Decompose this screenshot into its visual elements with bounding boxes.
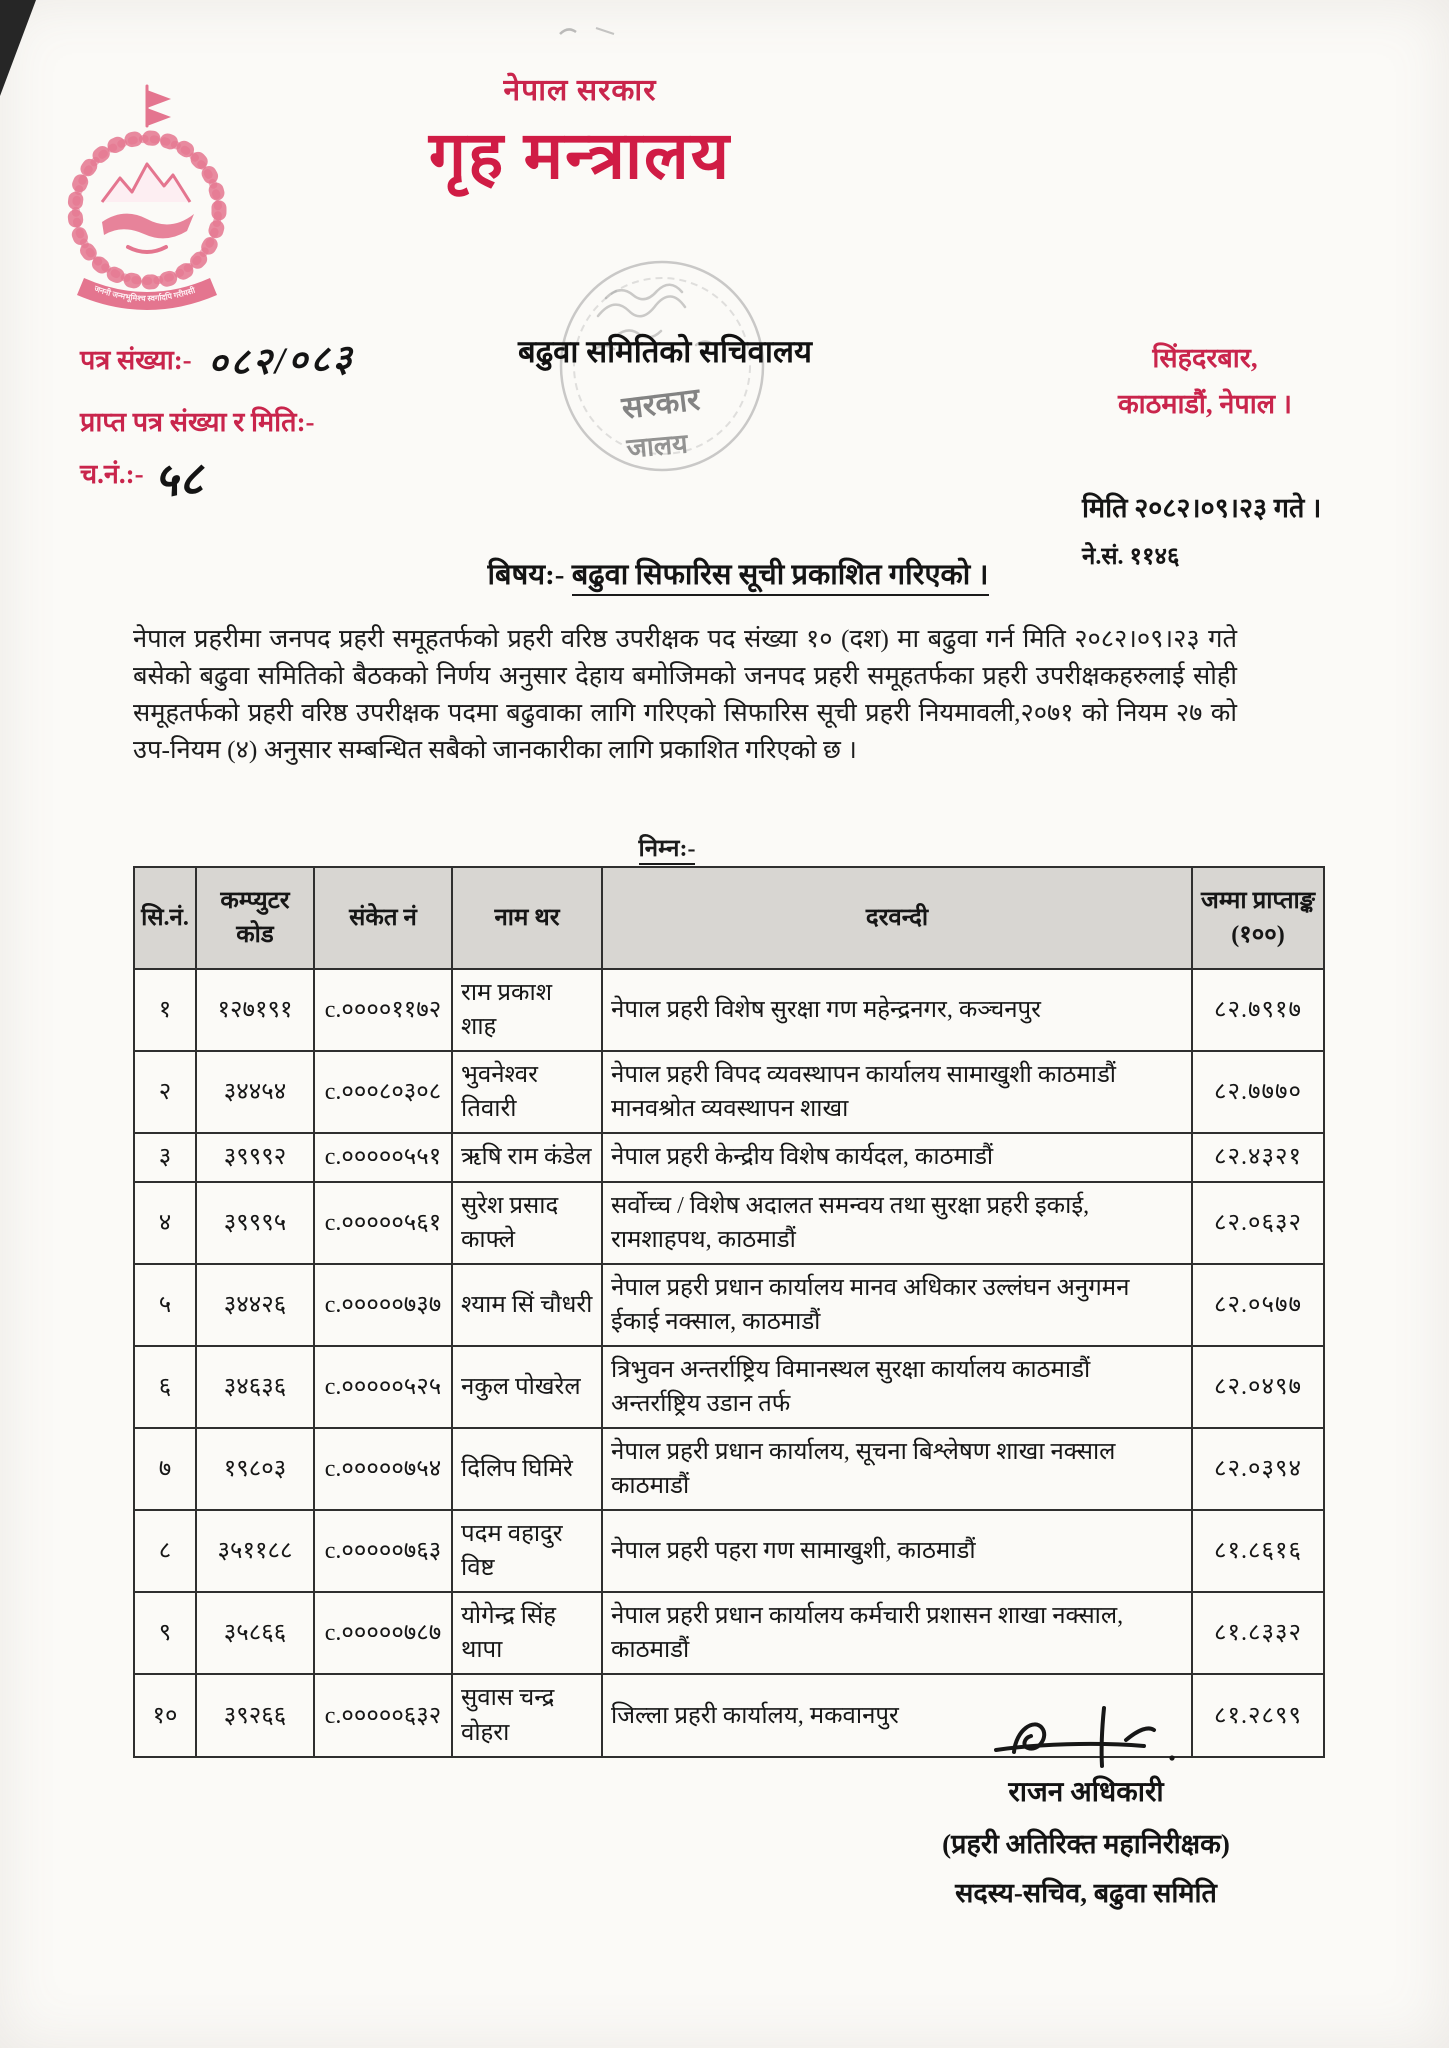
table-header-row (134, 867, 1324, 969)
cell-name: पदम वहादुर विष्ट (452, 1510, 602, 1592)
cell-score: ८२.७७७० (1192, 1051, 1324, 1133)
cell-computer_code: १२७१९१ (196, 969, 314, 1051)
cell-score: ८२.४३२१ (1192, 1133, 1324, 1181)
cell-code_no: c.०००८०३०८ (314, 1051, 452, 1133)
subject-line (30, 554, 1446, 593)
cell-name: सुरेश प्रसाद काफ्ले (452, 1182, 602, 1264)
cell-code_no: c.०००००७६३ (314, 1510, 452, 1592)
emblem-motto-text: जननी जन्मभूमिश्च स्वर्गादपि गरीयसी (93, 283, 197, 304)
cell-code_no: c.००००११७२ (314, 969, 452, 1051)
subject-label: बिषय:- (487, 559, 565, 591)
signatory-role: सदस्य-सचिव, बढुवा समिति (955, 1878, 1217, 1908)
cell-sn: ८ (134, 1510, 196, 1592)
received-letter-label: प्राप्त पत्र संख्या र मिति:- (80, 407, 315, 437)
header-name: नाम थर (452, 867, 602, 969)
cell-code_no: c.०००००५६१ (314, 1182, 452, 1264)
address-line-1: सिंहदरबार, (1152, 343, 1258, 373)
cell-sn: २ (134, 1051, 196, 1133)
signatory-title: (प्रहरी अतिरिक्त महानिरीक्षक) (942, 1829, 1230, 1859)
cell-position: नेपाल प्रहरी विपद व्यवस्थापन कार्यालय सामाखुशी काठमाडौं मानवश्रोत व्यवस्थापन शाखा (602, 1051, 1192, 1133)
cell-computer_code: ३४६३६ (196, 1346, 314, 1428)
cell-sn: ५ (134, 1264, 196, 1346)
letter-date: मिति २०८२।०९।२३ गते । (1082, 493, 1322, 523)
cell-sn: ९ (134, 1592, 196, 1674)
cell-position: नेपाल प्रहरी विशेष सुरक्षा गण महेन्द्रनगर, कञ्चनपुर (602, 969, 1192, 1051)
ministry-title: गृह मन्त्रालय (428, 120, 732, 193)
cell-computer_code: ३९९९५ (196, 1182, 314, 1264)
cell-position: नेपाल प्रहरी केन्द्रीय विशेष कार्यदल, काठमाडौं (602, 1133, 1192, 1181)
table-row (134, 1182, 1324, 1264)
cell-sn: ३ (134, 1133, 196, 1181)
table-row (134, 969, 1324, 1051)
subject-text: बढुवा सिफारिस सूची प्रकाशित गरिएको । (572, 559, 989, 596)
cell-computer_code: ३४४२६ (196, 1264, 314, 1346)
nepal-sambat-date: ने.सं. ११४६ (1082, 544, 1180, 570)
address-line-2: काठमाडौं, नेपाल । (1117, 388, 1293, 419)
header-computer-code: कम्प्युटर कोड (196, 867, 314, 969)
header-serial-no: सि.नं. (134, 867, 196, 969)
cell-code_no: c.०००००७८७ (314, 1592, 452, 1674)
cell-score: ८२.०३९४ (1192, 1428, 1324, 1510)
letter-no-label: पत्र संख्या:- (80, 345, 192, 375)
cell-score: ८१.८६१६ (1192, 1510, 1324, 1592)
secretariat-title: बढुवा समितिको सचिवालय (518, 334, 812, 369)
stamp-text-fragment: जालय (625, 428, 689, 464)
cell-position: नेपाल प्रहरी प्रधान कार्यालय कर्मचारी प्रशासन शाखा नक्साल, काठमाडौं (602, 1592, 1192, 1674)
table-row (134, 1346, 1324, 1428)
signature-block (868, 1700, 1304, 1910)
cell-score: ८२.०५७७ (1192, 1264, 1324, 1346)
cell-position: नेपाल प्रहरी प्रधान कार्यालय, सूचना बिश्लेषण शाखा नक्साल काठमाडौं (602, 1428, 1192, 1510)
body-paragraph: नेपाल प्रहरीमा जनपद प्रहरी समूहतर्फको प्रहरी वरिष्ठ उपरीक्षक पद संख्या १० (दश) मा बढुवा गर्न मिति २०८२।०९।२३ गते बसेको बढुवा समितिको बैठकको निर्णय अनुसार देहाय बमोजिमको जनपद प्रहरी समूहतर्फका प्रहरी उपरीक्षकहरुलाई सोही समूहतर्फको प्रहरी वरिष्ठ उपरीक्षक पदमा बढुवाका लागि गरिएको सिफारिस सूची प्रहरी नियमावली,२०७१ को नियम २७ को उप-नियम (४) अनुसार सम्बन्धित सबैको जानकारीका लागि प्रकाशित गरिएको छ । (133, 624, 1237, 764)
cell-score: ८२.०६३२ (1192, 1182, 1324, 1264)
table-row (134, 1510, 1324, 1592)
cell-computer_code: ३५११८८ (196, 1510, 314, 1592)
letter-no-handwritten-value: ०८२/०८३ (207, 338, 356, 385)
cell-name: नकुल पोखरेल (452, 1346, 602, 1428)
cell-code_no: c.०००००६३२ (314, 1674, 452, 1756)
scan-pen-marks (556, 20, 626, 44)
promotion-recommendation-table (133, 866, 1325, 1758)
cell-sn: १ (134, 969, 196, 1051)
handwritten-signature (976, 1700, 1196, 1770)
government-title: नेपाल सरकार (503, 74, 657, 107)
table-row (134, 1592, 1324, 1674)
cell-name: दिलिप घिमिरे (452, 1428, 602, 1510)
table-row (134, 1051, 1324, 1133)
signatory-name: राजन अधिकारी (1008, 1777, 1164, 1808)
cell-position: जिल्ला प्रहरी कार्यालय, मकवानपुर (602, 1674, 1192, 1756)
cell-name: ऋषि राम कंडेल (452, 1133, 602, 1181)
list-intro-text: निम्न:- (639, 836, 696, 865)
table-row (134, 1264, 1324, 1346)
cell-sn: ७ (134, 1428, 196, 1510)
cell-sn: ४ (134, 1182, 196, 1264)
header-code-no: संकेत नं (314, 867, 452, 969)
cell-position: सर्वोच्च / विशेष अदालत समन्वय तथा सुरक्षा प्रहरी इकाई, रामशाहपथ, काठमाडौं (602, 1182, 1192, 1264)
header-total-score: जम्मा प्राप्ताङ्क (१००) (1192, 867, 1324, 969)
cell-position: नेपाल प्रहरी पहरा गण सामाखुशी, काठमाडौं (602, 1510, 1192, 1592)
cell-name: भुवनेश्वर तिवारी (452, 1051, 602, 1133)
cell-score: ८२.७९१७ (1192, 969, 1324, 1051)
chalani-no-handwritten-value: ५८ (153, 453, 206, 506)
cell-computer_code: १९८०३ (196, 1428, 314, 1510)
cell-code_no: c.०००००७३७ (314, 1264, 452, 1346)
cell-name: राम प्रकाश शाह (452, 969, 602, 1051)
cell-computer_code: ३९९९२ (196, 1133, 314, 1181)
cell-position: त्रिभुवन अन्तर्राष्ट्रिय विमानस्थल सुरक्षा कार्यालय काठमाडौं अन्तर्राष्ट्रिय उडान तर्फ (602, 1346, 1192, 1428)
cell-name: योगेन्द्र सिंह थापा (452, 1592, 602, 1674)
chalani-no-label: च.नं.:- (80, 459, 144, 489)
cell-computer_code: ३५८६६ (196, 1592, 314, 1674)
cell-sn: १० (134, 1674, 196, 1756)
cell-name: श्याम सिं चौधरी (452, 1264, 602, 1346)
cell-code_no: c.०००००५५१ (314, 1133, 452, 1181)
cell-code_no: c.०००००७५४ (314, 1428, 452, 1510)
cell-score: ८१.२८९९ (1192, 1674, 1324, 1756)
cell-sn: ६ (134, 1346, 196, 1428)
cell-name: सुवास चन्द्र वोहरा (452, 1674, 602, 1756)
table-row (134, 1133, 1324, 1181)
promotion-table-body (134, 969, 1324, 1756)
header-position: दरवन्दी (602, 867, 1192, 969)
cell-computer_code: ३९२६६ (196, 1674, 314, 1756)
list-intro (0, 831, 1334, 864)
table-row (134, 1428, 1324, 1510)
stamp-text-fragment: सरकार (619, 381, 702, 426)
cell-position: नेपाल प्रहरी प्रधान कार्यालय मानव अधिकार उल्लंघन अनुगमन ईकाई नक्साल, काठमाडौं (602, 1264, 1192, 1346)
cell-code_no: c.०००००५२५ (314, 1346, 452, 1428)
cell-computer_code: ३४४५४ (196, 1051, 314, 1133)
cell-score: ८२.०४९७ (1192, 1346, 1324, 1428)
cell-score: ८१.८३३२ (1192, 1592, 1324, 1674)
